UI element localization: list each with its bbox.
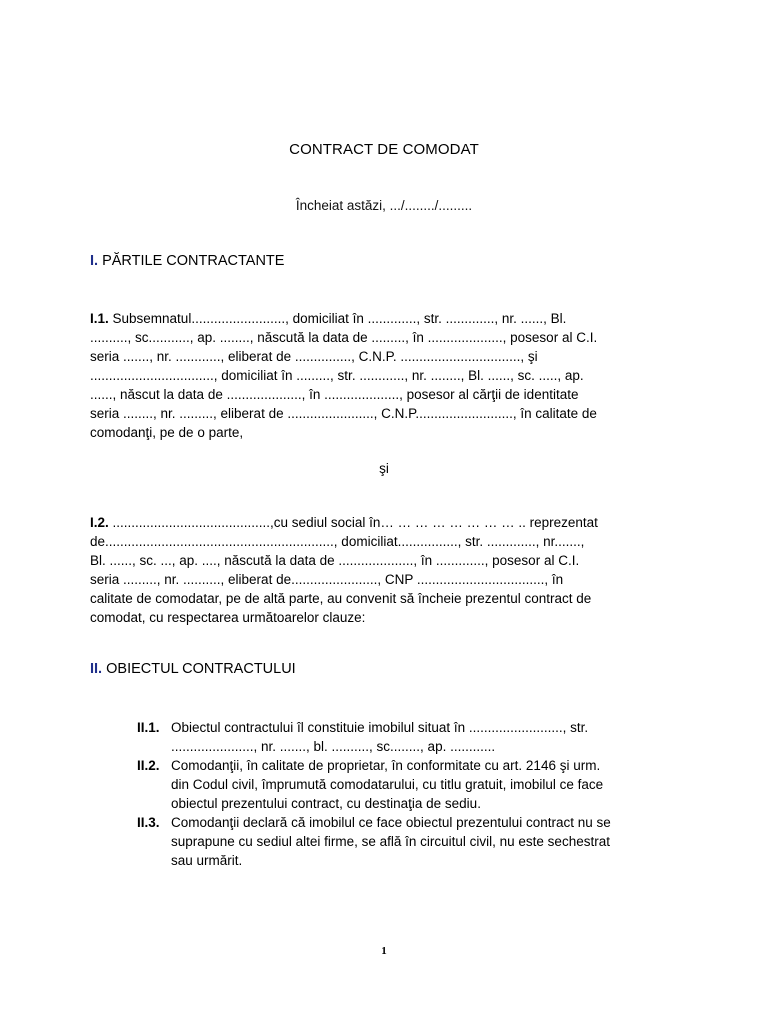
document-title: CONTRACT DE COMODAT [289, 141, 479, 158]
clause-i2-line: de............................................................., domiciliat................, str. ............., nr......., [90, 534, 585, 549]
clause-ii2-text: Comodanţii, în calitate de proprietar, în conformitate cu art. 2146 şi urm. din Codul civil, împrumută comodatarului, cu titlu gratuit, imobilul ce face obiectul prezentului contract, cu destinaţia de sediu. [171, 758, 604, 811]
clause-i1-line: .........., sc..........., ap. ........, născută la data de ........., în ...................., posesor al C.I. [90, 330, 598, 345]
clause-i2-label: I.2. [90, 515, 109, 530]
section-2-title: OBIECTUL CONTRACTULUI [106, 661, 296, 677]
clause-ii2 [137, 756, 682, 813]
clause-ii1-label: II.1. [137, 720, 160, 735]
clause-i2-line: comodat, cu respectarea următoarelor clauze: [90, 610, 366, 625]
date-line: Încheiat astăzi, .../......../......... [295, 198, 473, 213]
clause-ii3 [137, 813, 682, 870]
clause-ii1 [137, 718, 682, 756]
clause-i1-line: I.1. Subsemnatul........................., domiciliat în ............., str. ............., nr. ......, Bl. [90, 311, 567, 326]
conjunction-and: şi [379, 461, 389, 476]
clause-i2-line: calitate de comodatar, pe de altă parte, au convenit să încheie prezentul contract de [90, 591, 592, 606]
clause-i1-line: ......, născut la data de ...................., în ...................., posesor al cărţii de identitate [90, 387, 579, 402]
section-1-title: PĂRTILE CONTRACTANTE [102, 253, 285, 269]
section-1-number: I. [90, 253, 99, 269]
clause-i1-line: ................................., domiciliat în ........., str. ............, nr. ........, Bl. ......, sc. ....., ap. [90, 368, 584, 383]
clause-ii2-label: II.2. [137, 758, 160, 773]
clause-ii1-text: Obiectul contractului îl constituie imobilul situat în ........................., str. ......................, nr. ......., bl. .........., sc........, ap. ............ [171, 720, 589, 754]
section-2-clauses [137, 718, 682, 870]
clause-i1-label: I.1. [90, 311, 109, 326]
section-1-heading [90, 253, 284, 269]
clause-i1-line: comodanţi, pe de o parte, [90, 425, 244, 440]
clause-i2-line: I.2. ..........................................,cu sediul social în… … … … … … … … .. reprezentat [90, 515, 598, 530]
page-number: 1 [381, 945, 387, 957]
section-2-heading [90, 661, 296, 677]
clause-i2-line: Bl. ......, sc. ..., ap. ...., născută la data de ...................., în ............., posesor al C.I. [90, 553, 580, 568]
section-2-number: II. [90, 661, 103, 677]
clause-i2 [90, 513, 678, 627]
clause-i1-line: seria ........, nr. ........., eliberat de ......................., C.N.P.........................., în calitate de [90, 406, 597, 421]
clause-ii3-label: II.3. [137, 815, 160, 830]
clause-i1-line: seria ......., nr. ............, eliberat de ..............., C.N.P. ................................, şi [90, 349, 538, 364]
clause-i2-line: seria ........., nr. .........., eliberat de......................., CNP .................................., în [90, 572, 564, 587]
clause-ii3-text: Comodanţii declară că imobilul ce face obiectul prezentului contract nu se suprapune cu sediul altei firme, se află în circuitul civil, nu este sechestrat sau urmărit. [171, 815, 611, 868]
clause-i1 [90, 309, 678, 442]
